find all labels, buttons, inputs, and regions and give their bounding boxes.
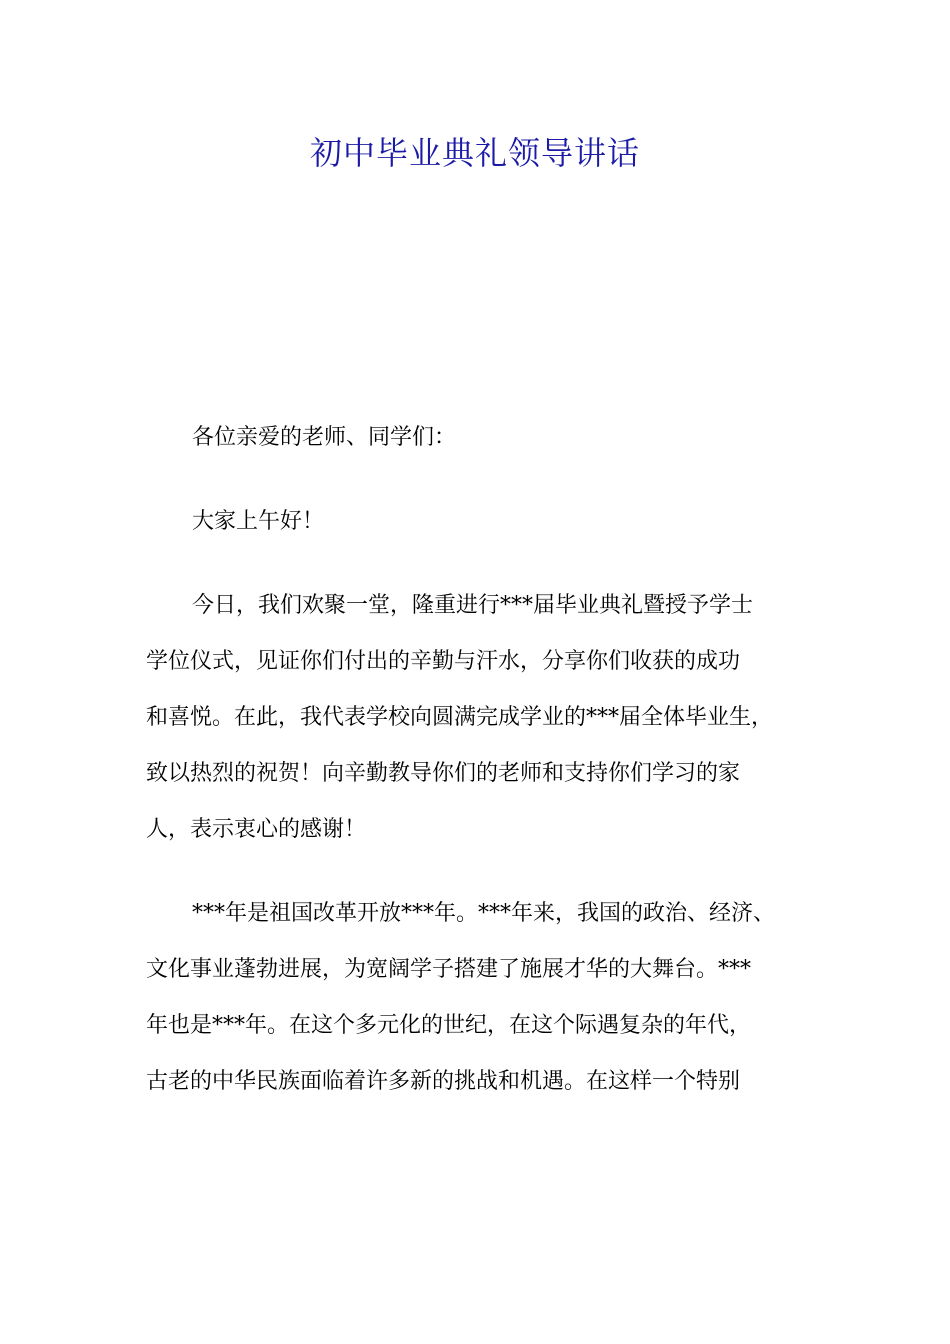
text-line: 致以热烈的祝贺！向辛勤教导你们的老师和支持你们学习的家 [146,761,741,786]
text-line: 和喜悦。在此，我代表学校向圆满完成学业的***届全体毕业生， [146,705,774,730]
document-title: 初中毕业典礼领导讲话 [309,134,640,172]
text-line: 人，表示衷心的感谢！ [146,817,367,842]
text-line: 古老的中华民族面临着许多新的挑战和机遇。在这样一个特别 [146,1069,741,1094]
text-line: 大家上午好！ [192,509,325,534]
text-line: 今日，我们欢聚一堂，隆重进行***届毕业典礼暨授予学士 [192,593,754,618]
text-line: 年也是***年。在这个多元化的世纪，在这个际遇复杂的年代， [146,1013,752,1038]
paragraph-greeting [146,494,810,550]
text-line: 学位仪式，见证你们付出的辛勤与汗水，分享你们收获的成功 [146,649,741,674]
text-line: ***年是祖国改革开放***年。***年来，我国的政治、经济、 [192,901,776,926]
text-line: 文化事业蓬勃进展，为宽阔学子搭建了施展才华的大舞台。*** [146,957,752,982]
document-body [146,410,810,1110]
text-line: 各位亲爱的老师、同学们： [192,425,457,450]
paragraph-context [146,886,810,1110]
paragraph-salutation [146,410,810,466]
paragraph-opening [146,578,810,858]
